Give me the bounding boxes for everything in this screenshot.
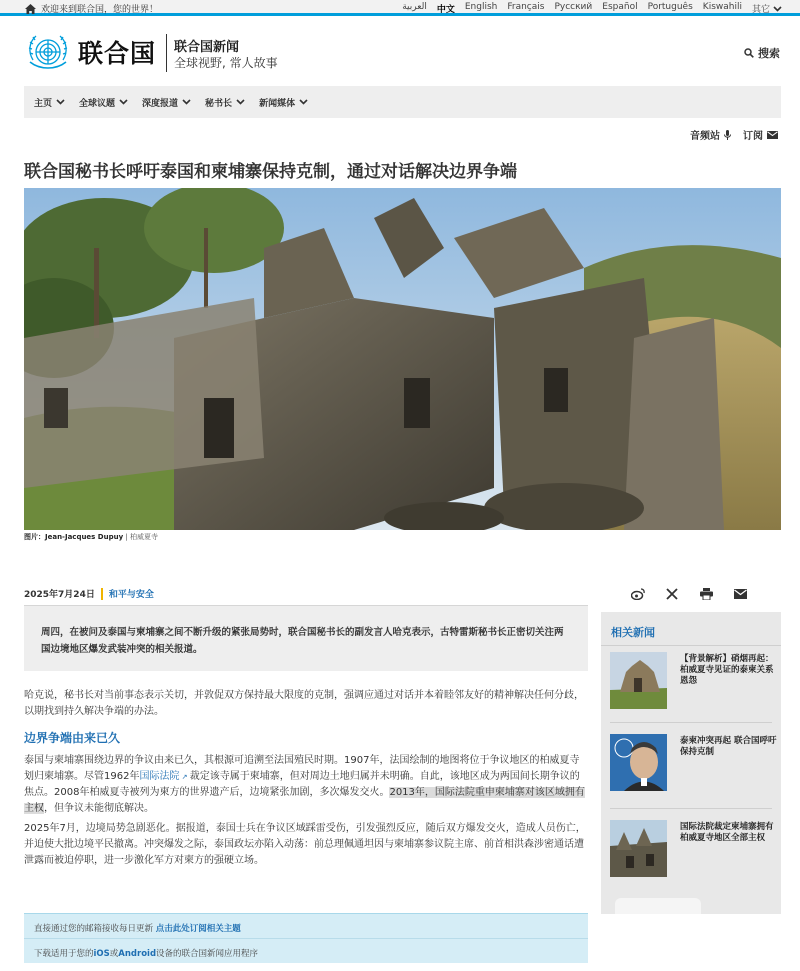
weibo-icon bbox=[631, 588, 645, 600]
external-link-icon: ↗ bbox=[179, 773, 190, 781]
print-button[interactable] bbox=[698, 586, 714, 602]
app-text-a: 下载适用于您的 bbox=[34, 949, 94, 959]
nav-item-label: 秘书长 bbox=[205, 98, 233, 109]
lang-other-label: 其它 bbox=[751, 5, 770, 15]
header-divider bbox=[166, 34, 167, 72]
welcome-text: 欢迎来到联合国，您的世界！ bbox=[41, 5, 159, 15]
site-subtitle: 全球视野, 常人故事 bbox=[174, 56, 278, 70]
subscribe-row bbox=[34, 922, 241, 934]
related-news-thumbnail bbox=[610, 820, 667, 877]
subscribe-text: 直接通过您的邮箱接收每日更新 bbox=[34, 924, 154, 934]
chevron-down-icon bbox=[299, 99, 308, 105]
chevron-down-icon bbox=[182, 99, 191, 105]
sidebar-divider bbox=[601, 645, 781, 646]
welcome-link[interactable] bbox=[25, 2, 158, 15]
subscribe-topics-link[interactable]: 点击此处订阅相关主题 bbox=[155, 924, 241, 934]
photo-caption-text: 柏威夏寺 bbox=[129, 533, 158, 541]
chevron-down-icon bbox=[56, 99, 65, 105]
section-heading: 边界争端由来已久 bbox=[24, 731, 121, 745]
audio-hub-link[interactable] bbox=[690, 127, 731, 142]
related-news-title: 【背景解析】硝烟再起：柏威夏寺见证的泰柬关系恩怨 bbox=[680, 654, 774, 686]
app-text-b: 设备的联合国新闻应用程序 bbox=[156, 949, 259, 959]
chevron-down-icon bbox=[236, 99, 245, 105]
related-news-title: 国际法院裁定柬埔寨拥有柏威夏寺地区全部主权 bbox=[680, 822, 774, 843]
paragraph-1: 哈克说，秘书长对当前事态表示关切，并敦促双方保持最大限度的克制，强调应通过对话并本着睦邻友好的精神解决任何分歧，以期找到持久解决争端的办法。 bbox=[24, 690, 584, 717]
highlighted-text: 2013年，国际法院重申柬埔寨对该区域拥有主权 bbox=[24, 787, 585, 814]
home-icon bbox=[25, 4, 36, 14]
nav-item-label: 全球议题 bbox=[79, 98, 116, 109]
article-meta bbox=[24, 587, 154, 600]
paragraph-2 bbox=[24, 753, 586, 817]
site-header bbox=[24, 28, 784, 80]
lang-other-dropdown[interactable] bbox=[752, 2, 782, 15]
paragraph-3: 2025年7月，边境局势急剧恶化。据报道，泰国士兵在争议区域踩雷受伤，引发强烈反应，随后双方爆发交火，造成人员伤亡，并迫使大批边境平民撤离。冲突爆发之际，泰国政坛亦陷入动荡：前总理佩通坦因与柬埔寨参议院主席、前首相洪森涉密通话遭泄露而被迫停职，进一步激化军方对柬方的强硬立场。 bbox=[24, 823, 586, 866]
lang-arabic[interactable]: العربية bbox=[402, 2, 427, 12]
chevron-down-icon bbox=[119, 99, 128, 105]
subscribe-box bbox=[24, 913, 588, 963]
x-share-button[interactable] bbox=[664, 586, 680, 602]
nav-item-media[interactable] bbox=[259, 96, 308, 109]
subscribe-divider bbox=[24, 938, 588, 939]
article-title: 联合国秘书长呼吁泰国和柬埔寨保持克制，通过对话解决边界争端 bbox=[24, 162, 517, 182]
lang-french[interactable]: Français bbox=[507, 2, 545, 12]
search-button[interactable] bbox=[744, 45, 780, 61]
android-app-link[interactable]: Android bbox=[118, 949, 157, 959]
app-text-or: 或 bbox=[109, 949, 119, 959]
nav-item-home[interactable] bbox=[34, 96, 65, 109]
lang-spanish[interactable]: Español bbox=[602, 2, 638, 12]
photo-credit-label: 图片： bbox=[24, 533, 45, 541]
org-name[interactable]: 联合国 bbox=[78, 39, 157, 68]
search-icon bbox=[744, 48, 754, 58]
site-title[interactable]: 联合国新闻 bbox=[174, 40, 240, 55]
nav-item-label: 新闻媒体 bbox=[259, 98, 296, 109]
app-download-row bbox=[34, 947, 258, 959]
subscribe-label: 订阅 bbox=[743, 131, 763, 142]
sidebar-divider bbox=[610, 722, 772, 723]
main-nav bbox=[24, 86, 781, 118]
related-news-thumbnail bbox=[610, 652, 667, 709]
share-bar bbox=[630, 586, 748, 602]
nav-item-label: 主页 bbox=[34, 98, 53, 109]
icj-link[interactable]: 国际法院 bbox=[139, 771, 180, 782]
chevron-down-icon bbox=[773, 6, 782, 12]
nav-item-in-depth[interactable] bbox=[142, 96, 191, 109]
related-news-sidebar bbox=[601, 612, 781, 914]
related-news-title: 泰柬冲突再起 联合国呼吁保持克制 bbox=[680, 736, 777, 757]
paragraph-2-part-b: 裁定该寺属于柬埔寨，但对周边土地归属并未明确。自此，该地区成为两国间长期争议的焦点。2008年柏威夏寺被列为柬方的世界遗产后，边境紧张加剧，多次爆发交火。 bbox=[24, 771, 580, 798]
topic-divider bbox=[101, 588, 103, 600]
un-emblem-logo[interactable] bbox=[24, 32, 72, 72]
article-lede: 周四，在被问及泰国与柬埔寨之间不断升级的紧张局势时，联合国秘书长的副发言人哈克表示，古特雷斯秘书长正密切关注两国边境地区爆发武装冲突的相关报道。 bbox=[24, 605, 588, 671]
search-label: 搜索 bbox=[758, 47, 780, 60]
ios-app-link[interactable]: iOS bbox=[93, 949, 110, 959]
paragraph-2-part-c: ，但争议未能彻底解决。 bbox=[44, 803, 154, 814]
microphone-icon bbox=[724, 130, 731, 140]
printer-icon bbox=[700, 588, 713, 600]
email-share-button[interactable] bbox=[732, 586, 748, 602]
envelope-icon bbox=[767, 131, 778, 139]
lang-russian[interactable]: Русский bbox=[554, 2, 593, 12]
related-news-thumbnail bbox=[610, 734, 667, 791]
lang-english[interactable]: English bbox=[464, 2, 498, 12]
x-icon bbox=[666, 588, 678, 600]
nav-item-secretary-general[interactable] bbox=[205, 96, 245, 109]
sidebar-divider bbox=[610, 808, 772, 809]
related-news-item[interactable] bbox=[610, 652, 778, 710]
nav-item-label: 深度报道 bbox=[142, 98, 179, 109]
weibo-share-button[interactable] bbox=[630, 586, 646, 602]
sidebar-partial-card bbox=[615, 898, 701, 914]
language-switcher bbox=[402, 2, 782, 15]
article-date: 2025年7月24日 bbox=[24, 590, 95, 600]
lang-portuguese[interactable]: Português bbox=[647, 2, 693, 12]
subscribe-link[interactable] bbox=[743, 127, 778, 142]
related-news-heading: 相关新闻 bbox=[611, 626, 655, 639]
lang-kiswahili[interactable]: Kiswahili bbox=[702, 2, 742, 12]
related-news-item[interactable] bbox=[610, 734, 778, 792]
top-bar bbox=[0, 0, 800, 16]
photo-caption: 图片：Jean-Jacques Dupuy | 柏威夏寺 bbox=[24, 533, 158, 541]
envelope-icon bbox=[734, 589, 747, 599]
related-news-item[interactable] bbox=[610, 820, 778, 878]
hero-photo-temple bbox=[24, 188, 781, 530]
audio-hub-label: 音频站 bbox=[690, 131, 720, 142]
topic-link[interactable]: 和平与安全 bbox=[108, 590, 154, 600]
nav-item-global-issues[interactable] bbox=[79, 96, 128, 109]
photo-credit: Jean-Jacques Dupuy bbox=[45, 533, 124, 541]
utility-links bbox=[690, 127, 778, 142]
lang-chinese[interactable]: 中文 bbox=[436, 5, 455, 15]
paragraph-2-part-a: 泰国与柬埔寨围绕边界的争议由来已久，其根源可追溯至法国殖民时期。1907年，法国绘制的地图将位于争议地区的柏威夏寺划归柬埔寨。尽管1962年 bbox=[24, 755, 580, 782]
